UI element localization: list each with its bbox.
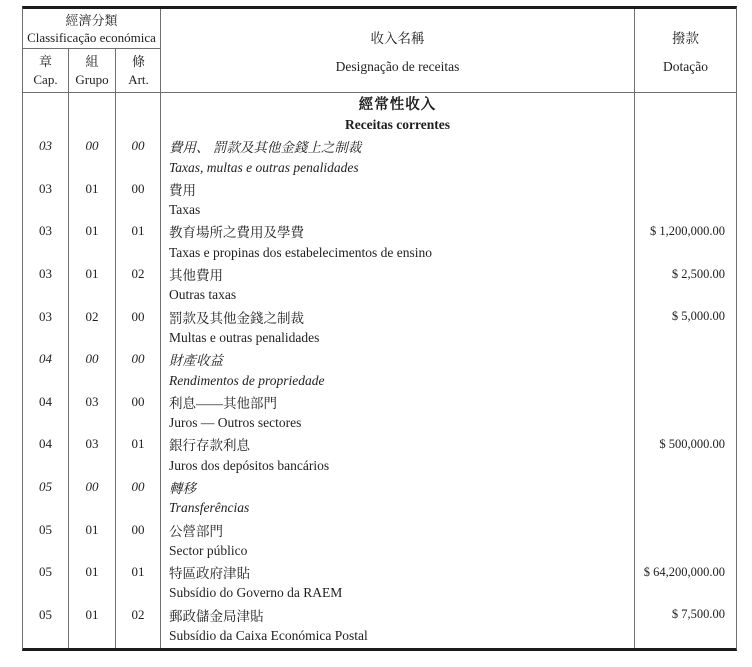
empty-grupo-cell bbox=[69, 242, 116, 263]
row-amount: $ 7,500.00 bbox=[671, 607, 725, 622]
empty-art-cell bbox=[116, 114, 161, 135]
row-article-code: 01 bbox=[116, 562, 161, 583]
empty-art-cell bbox=[116, 327, 161, 348]
row-designation-pt: Transferências bbox=[161, 498, 635, 519]
empty-grupo-cell bbox=[69, 412, 116, 433]
row-designation-pt: Outras taxas bbox=[161, 285, 635, 306]
table-row bbox=[23, 391, 736, 412]
row-designation-pt: Sector público bbox=[161, 540, 635, 561]
row-designation-pt: Taxas bbox=[161, 199, 635, 220]
row-chapter-code: 04 bbox=[23, 434, 69, 455]
row-chapter-code: 04 bbox=[23, 349, 69, 370]
table-row bbox=[23, 221, 736, 242]
table-row bbox=[23, 263, 736, 284]
revenue-budget-table bbox=[22, 6, 737, 651]
row-chapter-code: 03 bbox=[23, 221, 69, 242]
empty-art-cell bbox=[116, 455, 161, 476]
row-group-code: 01 bbox=[69, 263, 116, 284]
article-label-zh: 條 bbox=[131, 53, 145, 69]
row-chapter-code: 05 bbox=[23, 476, 69, 497]
table-row bbox=[23, 136, 736, 157]
row-chapter-code: 03 bbox=[23, 178, 69, 199]
row-designation-pt: Multas e outras penalidades bbox=[161, 327, 635, 348]
row-amount bbox=[635, 476, 736, 497]
row-designation-zh: 教育場所之費用及學費 bbox=[161, 221, 635, 242]
table-row bbox=[23, 306, 736, 327]
empty-grupo-cell bbox=[69, 583, 116, 604]
empty-amount-cell bbox=[635, 114, 736, 135]
empty-cap-cell bbox=[23, 370, 69, 391]
empty-art-cell bbox=[116, 583, 161, 604]
empty-cap-cell bbox=[23, 285, 69, 306]
economic-classification-zh: 經濟分類 bbox=[65, 12, 118, 28]
row-chapter-code: 03 bbox=[23, 263, 69, 284]
row-designation-zh: 費用 bbox=[161, 178, 635, 199]
empty-cap-cell bbox=[23, 412, 69, 433]
row-article-code: 00 bbox=[116, 349, 161, 370]
empty-amount-cell bbox=[635, 412, 736, 433]
empty-grupo-cell bbox=[69, 540, 116, 561]
row-amount bbox=[635, 136, 736, 157]
row-designation-zh: 特區政府津貼 bbox=[161, 562, 635, 583]
row-designation-zh: 利息——其他部門 bbox=[161, 391, 635, 412]
table-row-translation bbox=[23, 327, 736, 348]
row-group-code: 01 bbox=[69, 178, 116, 199]
empty-cap-cell bbox=[23, 93, 69, 114]
row-group-code: 02 bbox=[69, 306, 116, 327]
empty-amount-cell bbox=[635, 647, 736, 648]
empty-grupo-cell bbox=[69, 455, 116, 476]
empty-cap-cell bbox=[23, 242, 69, 263]
row-designation-zh: 公營部門 bbox=[161, 519, 635, 540]
empty-cap-cell bbox=[23, 327, 69, 348]
empty-art-cell bbox=[116, 540, 161, 561]
allocation-label-pt: Dotação bbox=[663, 58, 708, 74]
table-bottom-filler bbox=[23, 647, 736, 648]
designation-label-zh: 收入名稱 bbox=[370, 30, 425, 46]
row-designation-zh: 其他費用 bbox=[161, 263, 635, 284]
row-amount bbox=[635, 349, 736, 370]
empty-amount-cell bbox=[635, 540, 736, 561]
row-amount bbox=[635, 391, 736, 412]
row-group-code: 01 bbox=[69, 519, 116, 540]
section-heading-pt-line bbox=[23, 114, 736, 135]
empty-amount-cell bbox=[635, 199, 736, 220]
table-row bbox=[23, 434, 736, 455]
row-amount: $ 64,200,000.00 bbox=[643, 564, 725, 579]
empty-art-cell bbox=[116, 498, 161, 519]
chapter-label-zh: 章 bbox=[38, 53, 52, 69]
row-amount: $ 1,200,000.00 bbox=[650, 223, 725, 238]
row-group-code: 01 bbox=[69, 604, 116, 625]
table-row-translation bbox=[23, 412, 736, 433]
table-row bbox=[23, 519, 736, 540]
empty-grupo-cell bbox=[69, 625, 116, 646]
group-label-pt: Grupo bbox=[75, 71, 109, 87]
empty-cap-cell bbox=[23, 583, 69, 604]
row-chapter-code: 04 bbox=[23, 391, 69, 412]
row-designation-zh: 轉移 bbox=[161, 476, 635, 497]
empty-art-cell bbox=[116, 199, 161, 220]
row-designation-pt: Rendimentos de propriedade bbox=[161, 370, 635, 391]
classification-subcolumns bbox=[23, 49, 160, 92]
row-article-code: 00 bbox=[116, 391, 161, 412]
table-row bbox=[23, 604, 736, 625]
table-row-translation bbox=[23, 285, 736, 306]
empty-amount-cell bbox=[635, 242, 736, 263]
row-designation-zh: 銀行存款利息 bbox=[161, 434, 635, 455]
empty-grupo-cell bbox=[69, 93, 116, 114]
row-article-code: 02 bbox=[116, 604, 161, 625]
row-article-code: 02 bbox=[116, 263, 161, 284]
table-row-translation bbox=[23, 157, 736, 178]
section-title-pt: Receitas correntes bbox=[161, 114, 635, 135]
row-amount: $ 2,500.00 bbox=[671, 266, 725, 281]
empty-grupo-cell bbox=[69, 327, 116, 348]
row-designation-zh: 財產收益 bbox=[161, 349, 635, 370]
empty-art-cell bbox=[116, 370, 161, 391]
row-designation-zh: 費用、 罰款及其他金錢上之制裁 bbox=[161, 136, 635, 157]
empty-amount-cell bbox=[635, 285, 736, 306]
empty-art-cell bbox=[116, 242, 161, 263]
row-article-code: 00 bbox=[116, 519, 161, 540]
row-designation-pt: Taxas e propinas dos estabelecimentos de ensino bbox=[161, 242, 635, 263]
article-label-pt: Art. bbox=[128, 71, 149, 87]
row-article-code: 00 bbox=[116, 178, 161, 199]
row-chapter-code: 03 bbox=[23, 136, 69, 157]
column-header-chapter bbox=[23, 49, 69, 92]
empty-grupo-cell bbox=[69, 157, 116, 178]
row-designation-pt: Subsídio do Governo da RAEM bbox=[161, 583, 635, 604]
row-designation-pt: Subsídio da Caixa Económica Postal bbox=[161, 625, 635, 646]
table-row-translation bbox=[23, 199, 736, 220]
row-group-code: 01 bbox=[69, 221, 116, 242]
row-amount: $ 5,000.00 bbox=[671, 309, 725, 324]
row-article-code: 00 bbox=[116, 136, 161, 157]
section-heading-zh-line bbox=[23, 93, 736, 114]
row-group-code: 03 bbox=[69, 391, 116, 412]
row-group-code: 01 bbox=[69, 562, 116, 583]
table-header bbox=[23, 9, 736, 93]
row-amount bbox=[635, 178, 736, 199]
row-chapter-code: 05 bbox=[23, 562, 69, 583]
empty-grupo-cell bbox=[69, 498, 116, 519]
allocation-label-zh: 撥款 bbox=[672, 30, 699, 46]
empty-grupo-cell bbox=[69, 370, 116, 391]
table-row-translation bbox=[23, 583, 736, 604]
row-designation-pt: Juros — Outros sectores bbox=[161, 412, 635, 433]
table-row-translation bbox=[23, 242, 736, 263]
economic-classification-pt: Classificação económica bbox=[27, 29, 156, 45]
empty-amount-cell bbox=[635, 327, 736, 348]
designation-label-pt: Designação de receitas bbox=[335, 58, 460, 74]
table-row-translation bbox=[23, 625, 736, 646]
column-header-allocation bbox=[635, 9, 736, 92]
table-row bbox=[23, 178, 736, 199]
table-row bbox=[23, 476, 736, 497]
row-amount bbox=[635, 519, 736, 540]
table-row-translation bbox=[23, 455, 736, 476]
row-group-code: 00 bbox=[69, 476, 116, 497]
row-group-code: 00 bbox=[69, 349, 116, 370]
row-group-code: 00 bbox=[69, 136, 116, 157]
row-designation-zh: 罰款及其他金錢之制裁 bbox=[161, 306, 635, 327]
group-label-zh: 組 bbox=[85, 53, 99, 69]
empty-grupo-cell bbox=[69, 285, 116, 306]
empty-cap-cell bbox=[23, 498, 69, 519]
row-article-code: 00 bbox=[116, 476, 161, 497]
empty-art-cell bbox=[116, 93, 161, 114]
table-row-translation bbox=[23, 370, 736, 391]
empty-art-cell bbox=[116, 625, 161, 646]
economic-classification-title bbox=[23, 9, 160, 49]
row-chapter-code: 05 bbox=[23, 604, 69, 625]
row-chapter-code: 03 bbox=[23, 306, 69, 327]
empty-art-cell bbox=[116, 157, 161, 178]
table-row bbox=[23, 562, 736, 583]
empty-name-cell bbox=[161, 647, 635, 648]
empty-amount-cell bbox=[635, 157, 736, 178]
empty-art-cell bbox=[116, 647, 161, 648]
row-article-code: 01 bbox=[116, 434, 161, 455]
row-chapter-code: 05 bbox=[23, 519, 69, 540]
empty-cap-cell bbox=[23, 114, 69, 135]
row-article-code: 01 bbox=[116, 221, 161, 242]
empty-amount-cell bbox=[635, 455, 736, 476]
empty-cap-cell bbox=[23, 199, 69, 220]
column-header-article bbox=[116, 49, 161, 92]
empty-cap-cell bbox=[23, 157, 69, 178]
empty-cap-cell bbox=[23, 540, 69, 561]
row-designation-pt: Juros dos depósitos bancários bbox=[161, 455, 635, 476]
empty-grupo-cell bbox=[69, 647, 116, 648]
empty-amount-cell bbox=[635, 370, 736, 391]
empty-amount-cell bbox=[635, 498, 736, 519]
economic-classification-header bbox=[23, 9, 161, 92]
table-row-translation bbox=[23, 498, 736, 519]
empty-art-cell bbox=[116, 412, 161, 433]
column-header-group bbox=[69, 49, 116, 92]
row-article-code: 00 bbox=[116, 306, 161, 327]
row-designation-pt: Taxas, multas e outras penalidades bbox=[161, 157, 635, 178]
row-amount: $ 500,000.00 bbox=[659, 436, 725, 451]
empty-grupo-cell bbox=[69, 199, 116, 220]
chapter-label-pt: Cap. bbox=[33, 71, 58, 87]
empty-cap-cell bbox=[23, 455, 69, 476]
row-designation-zh: 郵政儲金局津貼 bbox=[161, 604, 635, 625]
table-row-translation bbox=[23, 540, 736, 561]
section-title-zh: 經常性收入 bbox=[161, 93, 635, 114]
column-header-designation bbox=[161, 9, 635, 92]
empty-art-cell bbox=[116, 285, 161, 306]
empty-cap-cell bbox=[23, 625, 69, 646]
empty-cap-cell bbox=[23, 647, 69, 648]
empty-amount-cell bbox=[635, 93, 736, 114]
table-body bbox=[23, 93, 736, 648]
row-group-code: 03 bbox=[69, 434, 116, 455]
table-row bbox=[23, 349, 736, 370]
empty-amount-cell bbox=[635, 625, 736, 646]
empty-amount-cell bbox=[635, 583, 736, 604]
empty-grupo-cell bbox=[69, 114, 116, 135]
